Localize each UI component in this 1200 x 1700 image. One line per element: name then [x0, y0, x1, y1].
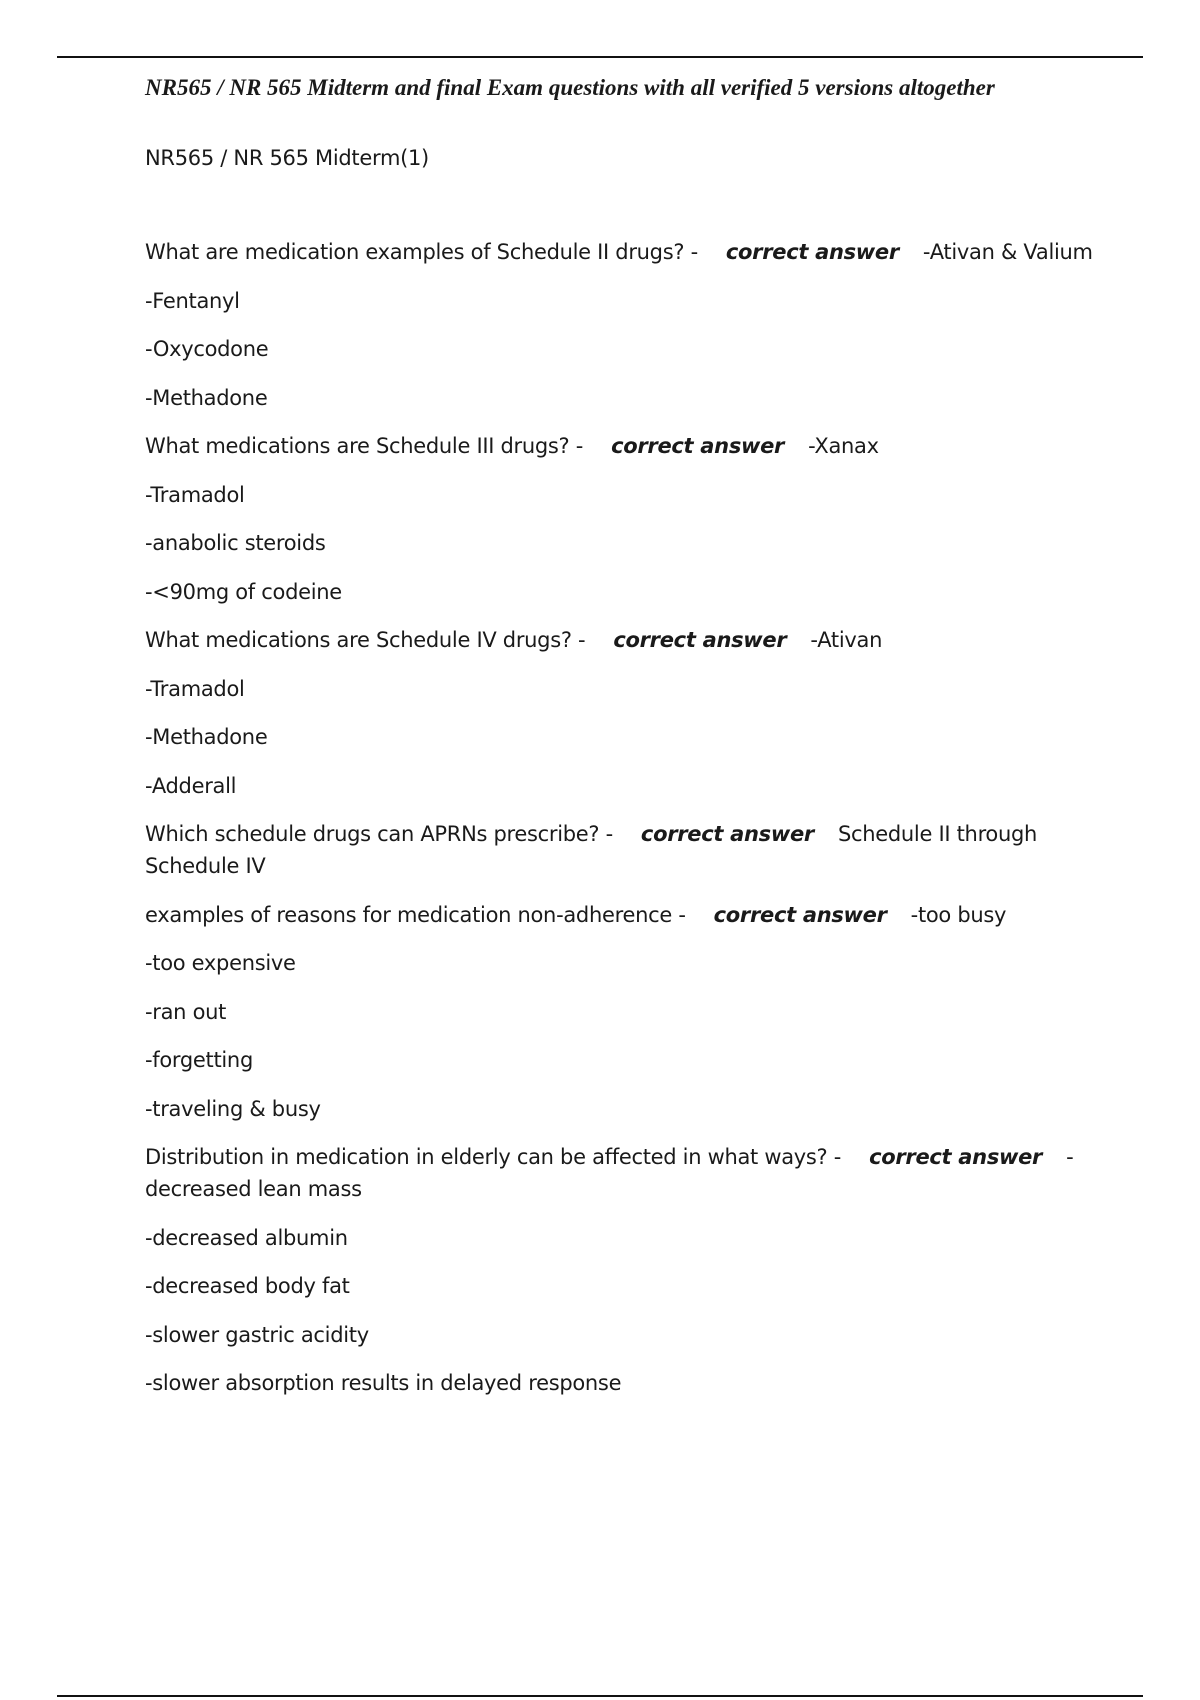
question-line [145, 624, 1095, 656]
correct-answer-marker: correct answer [611, 434, 785, 458]
answer-line: -slower absorption results in delayed response [145, 1371, 622, 1395]
bottom-rule [57, 1695, 1143, 1697]
answer-line: -Oxycodone [145, 337, 269, 361]
answer-line: -<90mg of codeine [145, 579, 342, 604]
question-line [145, 899, 1095, 931]
answer-line: -Tramadol [145, 482, 245, 507]
answer-line: -too expensive [145, 951, 296, 975]
answer-line: -Methadone [145, 385, 268, 410]
answer-text: -too busy [910, 902, 1007, 927]
question-text: What medications are Schedule III drugs? - [145, 434, 584, 458]
answer-line: -Methadone [145, 725, 268, 749]
top-rule [57, 56, 1143, 58]
question-text: Which schedule drugs can APRNs prescribe? - [145, 822, 613, 846]
qa-list [145, 236, 1095, 1399]
correct-answer-marker: correct answer [713, 902, 887, 927]
answer-line: -decreased albumin [145, 1225, 348, 1250]
correct-answer-marker: correct answer [725, 240, 899, 264]
answer-text: Schedule II through Schedule IV [145, 822, 1038, 878]
answer-text: -decreased lean mass [145, 1145, 1074, 1201]
answer-line: -forgetting [145, 1048, 253, 1072]
question-line [145, 1141, 1095, 1205]
document-subtitle: NR565 / NR 565 Midterm(1) [145, 146, 429, 170]
question-text: What medications are Schedule IV drugs? - [145, 628, 586, 652]
document-body [145, 70, 1095, 1416]
question-line [145, 236, 1095, 268]
answer-line: -decreased body fat [145, 1274, 350, 1298]
correct-answer-marker: correct answer [869, 1145, 1043, 1169]
answer-line: -Tramadol [145, 676, 245, 701]
answer-text: -Ativan [810, 628, 883, 652]
question-text: Distribution in medication in elderly can be affected in what ways? - [145, 1145, 842, 1169]
correct-answer-marker: correct answer [613, 628, 787, 652]
answer-text: -Xanax [808, 434, 879, 458]
question-text: What are medication examples of Schedule II drugs? - [145, 240, 698, 264]
answer-line: -ran out [145, 999, 227, 1024]
answer-line: -slower gastric acidity [145, 1322, 369, 1347]
document-title: NR565 / NR 565 Midterm and final Exam questions with all verified 5 versions altogether [145, 75, 995, 100]
answer-line: -traveling & busy [145, 1096, 321, 1121]
answer-text: -Ativan & Valium [922, 240, 1093, 264]
answer-line: -anabolic steroids [145, 531, 326, 555]
correct-answer-marker: correct answer [640, 822, 814, 846]
question-line [145, 430, 1095, 462]
question-line [145, 818, 1095, 882]
question-text: examples of reasons for medication non-adherence - [145, 902, 686, 927]
answer-line: -Adderall [145, 773, 237, 798]
answer-line: -Fentanyl [145, 288, 240, 313]
